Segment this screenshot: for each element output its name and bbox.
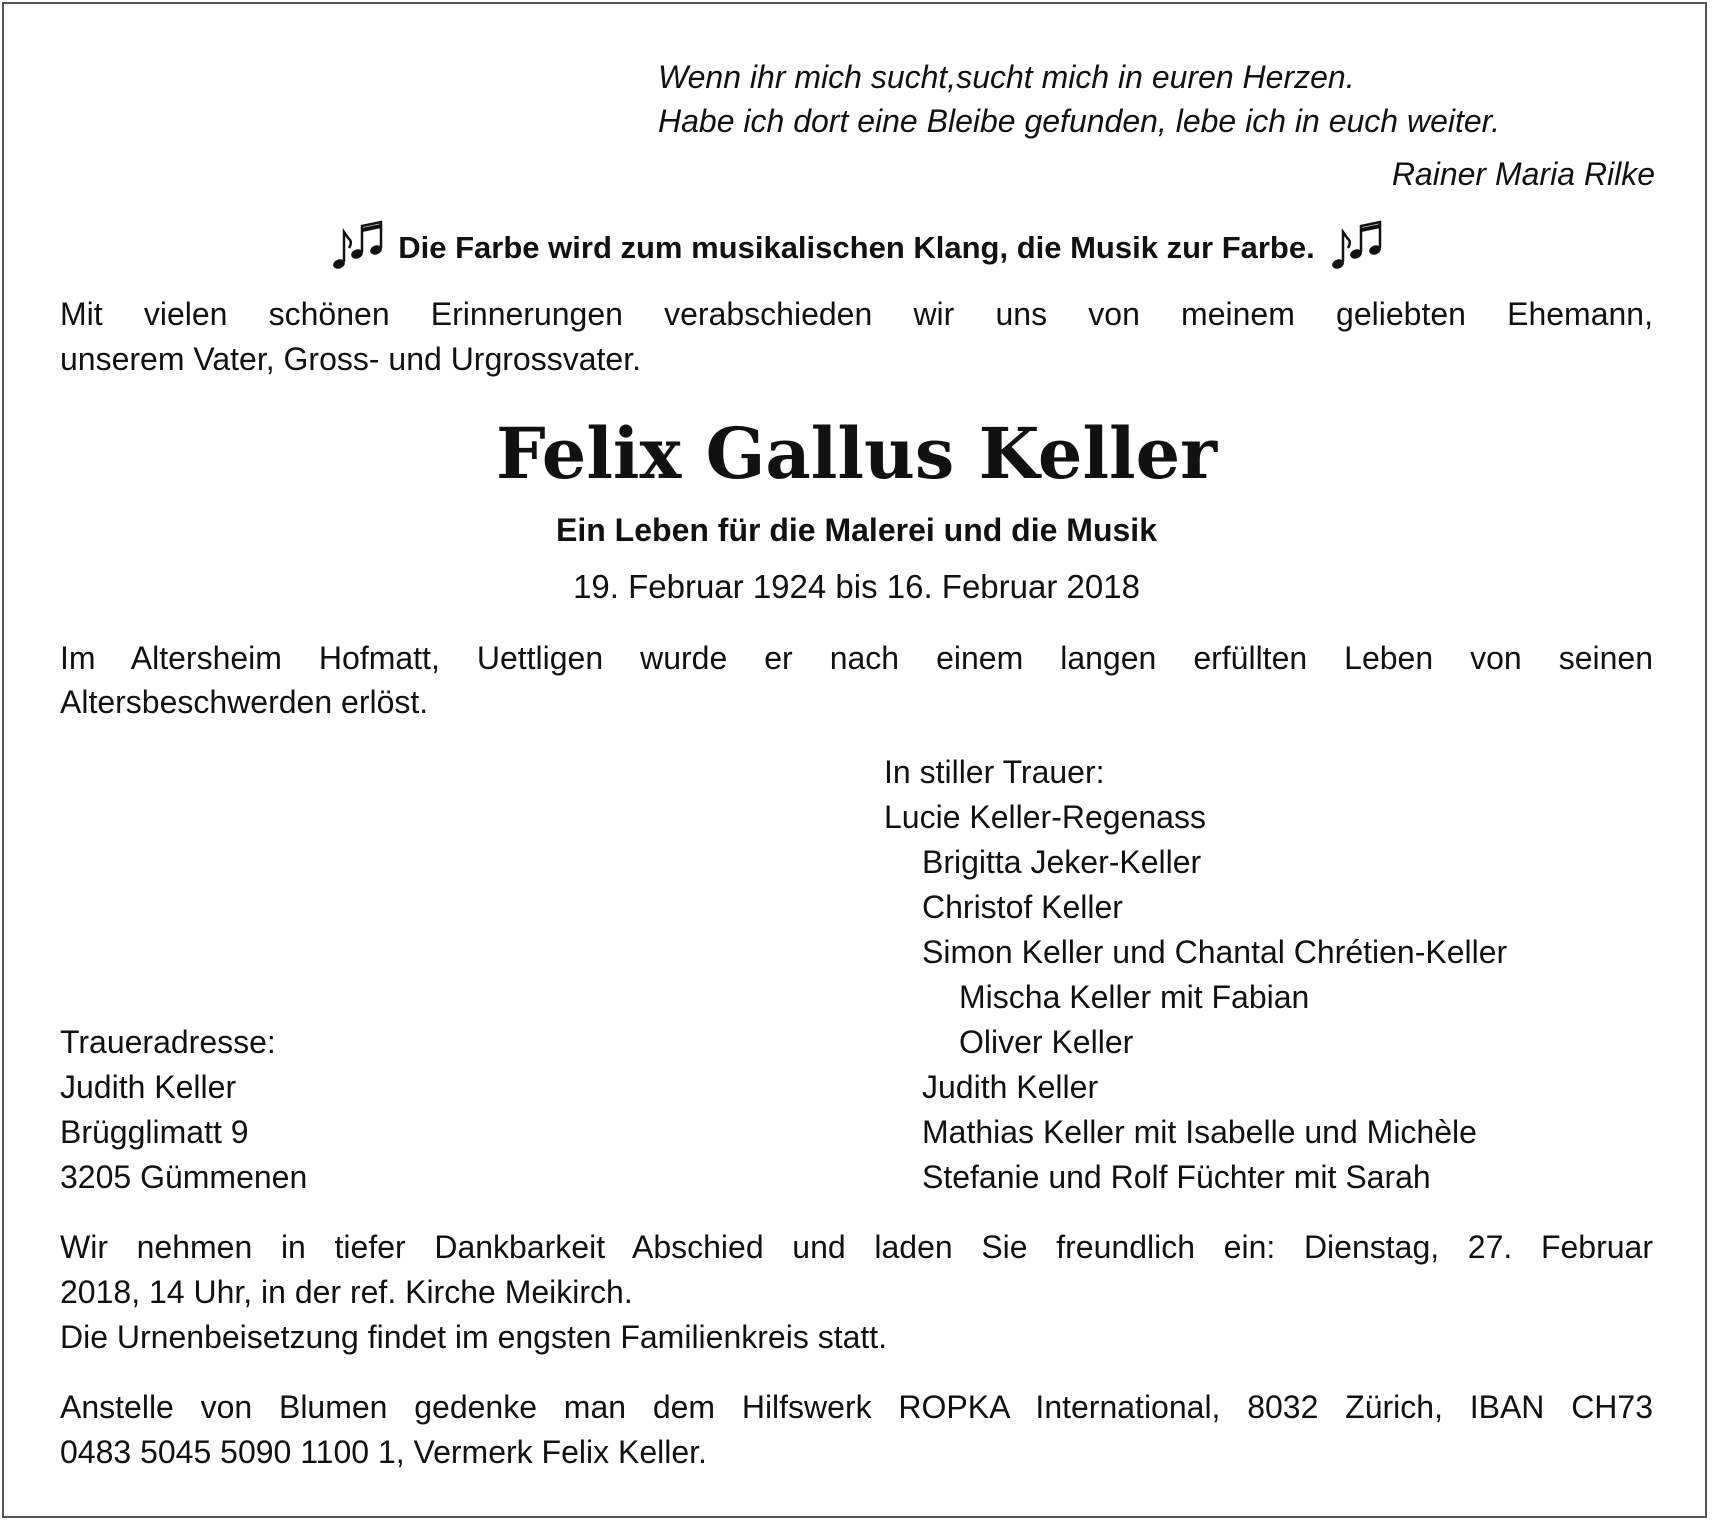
mourner-name: Judith Keller <box>922 1069 1099 1105</box>
donation-line-1 <box>60 1385 1653 1430</box>
address-city: 3205 Gümmenen <box>60 1159 308 1195</box>
music-notes-icon <box>1329 216 1383 276</box>
music-notes-icon <box>330 216 384 276</box>
service-line-1-text: Wir nehmen in tiefer Dankbarkeit Abschied und laden Sie freundlich ein: Dienstag, 27. Februar <box>60 1229 1653 1265</box>
mourner-name: Mathias Keller mit Isabelle und Michèle <box>922 1114 1477 1150</box>
mourners-heading: In stiller Trauer: <box>884 754 1105 790</box>
passing-line-1 <box>60 636 1653 681</box>
mourner-name: Christof Keller <box>922 889 1123 925</box>
intro-line-2: unserem Vater, Gross- und Urgrossvater. <box>60 341 641 377</box>
service-line-2: 2018, 14 Uhr, in der ref. Kirche Meikirch. <box>60 1274 633 1310</box>
deceased-name: Felix Gallus Keller <box>495 412 1218 495</box>
mourner-name: Mischa Keller mit Fabian <box>959 979 1310 1015</box>
intro-line-1 <box>60 292 1653 337</box>
address-name: Judith Keller <box>60 1069 237 1105</box>
deceased-subtitle: Ein Leben für die Malerei und die Musik <box>556 512 1157 548</box>
service-line-1 <box>60 1225 1653 1270</box>
address-heading: Traueradresse: <box>60 1024 276 1060</box>
quote-author: Rainer Maria Rilke <box>1391 156 1655 192</box>
passing-line-2: Altersbeschwerden erlöst. <box>60 684 429 720</box>
life-dates: 19. Februar 1924 bis 16. Februar 2018 <box>573 568 1140 605</box>
quote-line-2: Habe ich dort eine Bleibe gefunden, lebe ich in euch weiter. <box>658 103 1501 139</box>
intro-line-1-text: Mit vielen schönen Erinnerungen verabschieden wir uns von meinem geliebten Ehemann, <box>60 296 1653 332</box>
address-street: Brügglimatt 9 <box>60 1114 249 1150</box>
motto <box>0 220 1713 280</box>
donation-line-1-text: Anstelle von Blumen gedenke man dem Hilfswerk ROPKA International, 8032 Zürich, IBAN CH73 <box>60 1389 1653 1425</box>
mourner-name: Brigitta Jeker-Keller <box>922 844 1202 880</box>
donation-line-2: 0483 5045 5090 1100 1, Vermerk Felix Keller. <box>60 1434 707 1470</box>
mourner-name: Lucie Keller-Regenass <box>884 799 1206 835</box>
service-line-3: Die Urnenbeisetzung findet im engsten Familienkreis statt. <box>60 1319 888 1355</box>
mourner-name: Simon Keller und Chantal Chrétien-Keller <box>922 934 1508 970</box>
quote-line-1: Wenn ihr mich sucht,sucht mich in euren Herzen. <box>658 59 1355 95</box>
mourner-name: Stefanie und Rolf Füchter mit Sarah <box>922 1159 1431 1195</box>
motto-text: Die Farbe wird zum musikalischen Klang, die Musik zur Farbe. <box>398 230 1315 266</box>
passing-line-1-text: Im Altersheim Hofmatt, Uettligen wurde er nach einem langen erfüllten Leben von seinen <box>60 640 1653 676</box>
mourner-name: Oliver Keller <box>959 1024 1134 1060</box>
